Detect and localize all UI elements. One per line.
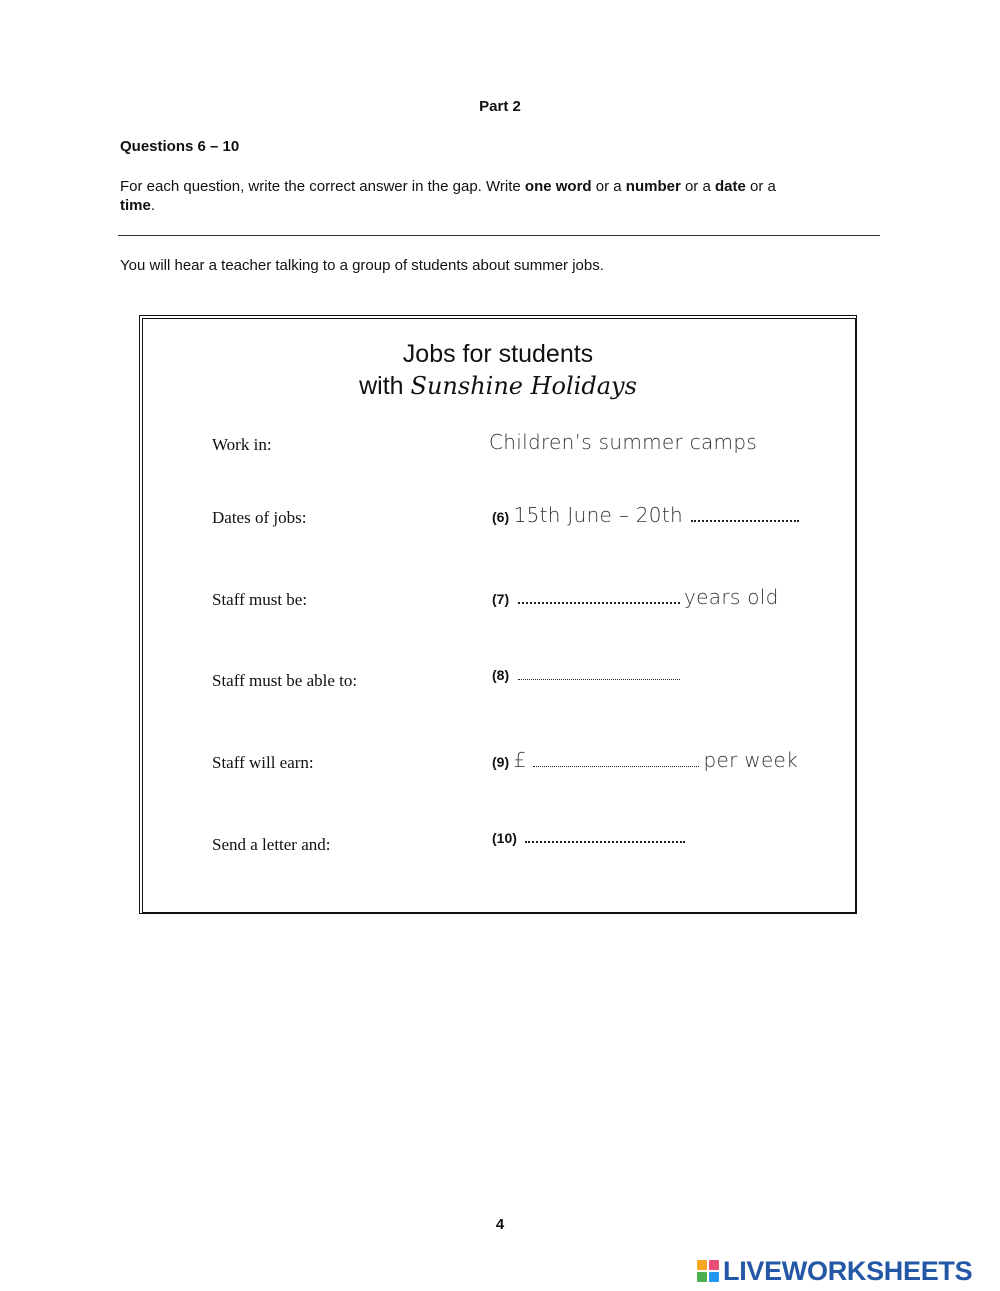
answer-row-9 <box>492 748 798 772</box>
instructions-text: . <box>150 197 156 214</box>
row-label: Send a letter and: <box>212 835 331 854</box>
logo-cube <box>709 1272 719 1282</box>
logo-cube <box>697 1272 707 1282</box>
answer-row-8 <box>492 667 680 685</box>
answer-prefix: 15th June – 20th <box>513 503 683 527</box>
questions-range: Questions 6 – 10 <box>120 138 240 155</box>
instructions-text: or a <box>591 178 626 195</box>
row-label: Staff must be able to: <box>212 671 358 690</box>
instructions-bold: time <box>120 197 151 214</box>
notice-subtitle-with: with <box>359 372 411 400</box>
brand-name: Sunshine Holidays <box>410 372 637 400</box>
question-number: (10) <box>492 830 517 846</box>
answer-gap-8[interactable] <box>518 679 680 680</box>
answer-gap-9[interactable] <box>533 766 699 767</box>
question-number: (8) <box>492 667 510 683</box>
logo-cube <box>709 1260 719 1270</box>
question-number: (6) <box>492 509 510 525</box>
answer-suffix: per week <box>703 748 799 772</box>
instructions-bold: one word <box>524 178 592 195</box>
part-title: Part 2 <box>479 98 521 115</box>
row-label: Dates of jobs: <box>212 508 307 527</box>
instructions <box>120 177 880 215</box>
row-label: Staff will earn: <box>212 753 314 772</box>
page-number: 4 <box>495 1216 505 1233</box>
divider <box>118 235 880 236</box>
example-answer: Children’s summer camps <box>489 430 758 454</box>
instructions-bold: number <box>625 178 681 195</box>
row-label: Work in: <box>212 435 272 454</box>
question-number: (7) <box>492 591 510 607</box>
answer-gap-7[interactable] <box>518 602 680 604</box>
answer-row-7 <box>492 585 779 609</box>
row-label: Staff must be: <box>212 590 308 609</box>
notice-title: Jobs for students <box>402 340 594 368</box>
answer-gap-10[interactable] <box>525 841 685 843</box>
instructions-text: For each question, write the correct answer in the gap. Write <box>120 178 525 195</box>
answer-suffix: years old <box>684 585 779 609</box>
notice-subtitle <box>142 372 854 401</box>
logo-cube <box>697 1260 707 1270</box>
instructions-text: or a <box>680 178 715 195</box>
instructions-bold: date <box>714 178 746 195</box>
currency-symbol: £ <box>513 748 527 772</box>
logo-cubes-icon <box>697 1260 719 1282</box>
notice-box <box>142 318 856 913</box>
liveworksheets-logo[interactable] <box>697 1255 973 1286</box>
answer-row-10 <box>492 830 685 848</box>
answer-gap-6[interactable] <box>691 520 799 522</box>
instructions-text: or a <box>745 178 776 195</box>
logo-text: LIVEWORKSHEETS <box>723 1255 973 1286</box>
context-text: You will hear a teacher talking to a group of students about summer jobs. <box>120 257 604 274</box>
answer-row-6 <box>492 503 799 527</box>
question-number: (9) <box>492 754 510 770</box>
